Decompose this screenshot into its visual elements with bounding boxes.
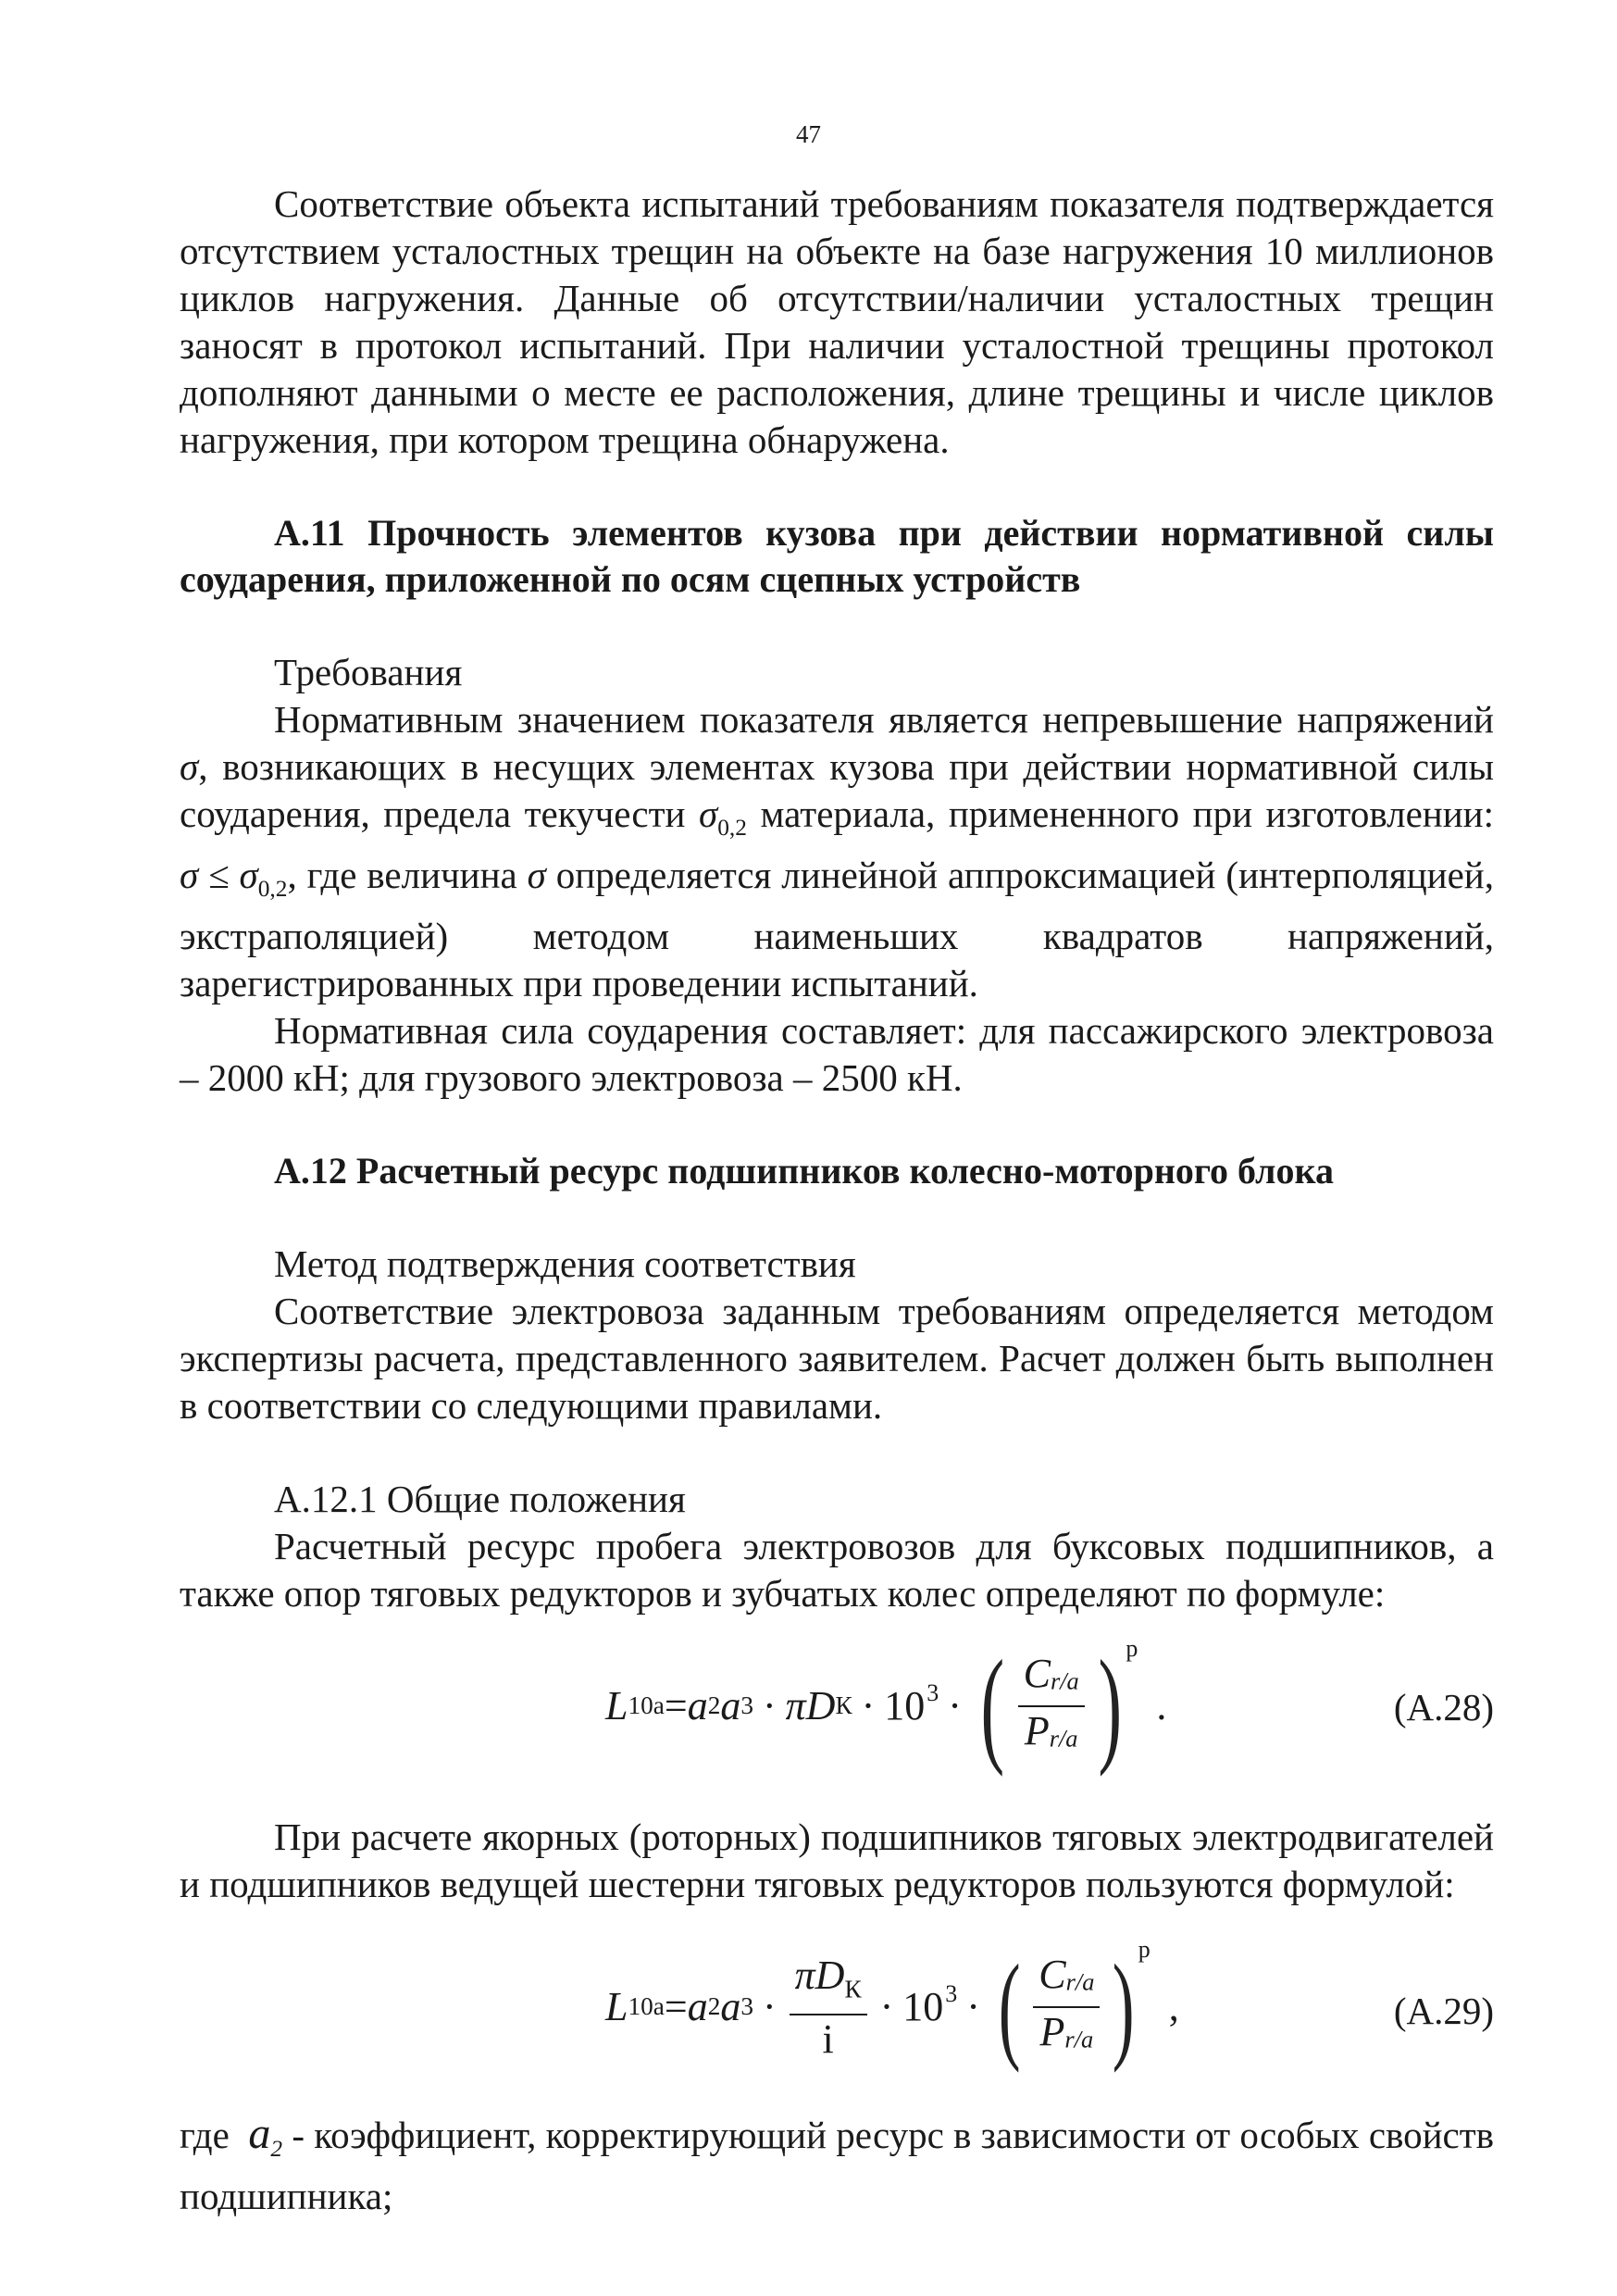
subsection-a121: А.12.1 Общие положения <box>274 1477 686 1520</box>
formula-a29 <box>180 1928 1494 2086</box>
formula-a28-fraction: $\frac{Cr/a}{Pr/a}$ <box>1018 1650 1085 1762</box>
formula-a29-fraction: $\frac{Cr/a}{Pr/a}$ <box>1033 1951 1100 2063</box>
paragraph-fatigue: Соответствие объекта испытаний требованиям показателя подтверждается отсутствием усталостных трещин на объекте на базе нагружения 10 миллионов циклов нагружения. Данные об отсутствии/наличии усталостных трещин заносят в протокол испытаний. При наличии усталостной трещины протокол дополняют данными о месте ее расположения, длине трещины и числе циклов нагружения, при котором трещина обнаружена. <box>180 182 1494 461</box>
paragraph-method: Соответствие электровоза заданным требованиям определяется методом экспертизы расчета, представленного заявителем. Расчет должен быть выполнен в соответствии со следующими правилами. <box>180 1289 1494 1427</box>
paragraph-impact-force: Нормативная сила соударения составляет: для пассажирского электровоза – 2000 кН; для грузового электровоза – 2500 кН. <box>180 1008 1494 1099</box>
method-title: Метод подтверждения соответствия <box>274 1242 856 1285</box>
paragraph-requirements: Нормативным значением показателя является непревышение напряжений σ, возникающих в несущих элементах кузова при действии нормативной силы соударения, предела текучести $\sigma_{0,2}$ материала, примененного при изготовлении: $\sigma \le \sigma_{0,2}$, где величина σ определяется линейной аппроксимацией (интерполяцией, экстраполяцией) методом наименьших квадратов напряжений, зарегистрированных при проведении испытаний. <box>180 698 1495 1004</box>
paragraph-before-a28: Расчетный ресурс пробега электровозов для буксовых подшипников, а также опор тяговых редукторов и зубчатых колес определяют по формуле: <box>180 1524 1494 1615</box>
formula-a29-expression: L 10a = a 2 a 3 · $\frac{\pi D_К}{i}$ · 10 3 · ( $\frac{Cr/a}{Pr/a}$ ) p , <box>605 1936 1179 2074</box>
formula-a28 <box>180 1623 1494 1790</box>
section-heading-a12: А.12 Расчетный ресурс подшипников колесно-моторного блока <box>274 1149 1334 1192</box>
paragraph-before-a29: При расчете якорных (роторных) подшипников тяговых электродвигателей и подшипников ведущей шестерни тяговых редукторов пользуются формулой: <box>180 1815 1494 1905</box>
document-body <box>180 181 1494 2220</box>
formula-a29-pi-fraction: $\frac{\pi D_К}{i}$ <box>790 1952 867 2063</box>
requirements-title: Требования <box>274 651 463 693</box>
section-heading-a11: А.11 Прочность элементов кузова при действии нормативной силы соударения, приложенной по осям сцепных устройств <box>180 512 1494 600</box>
equation-number-a28: (А.28) <box>1393 1685 1494 1728</box>
paragraph-where-a2: где $a_2$ - коэффициент, корректирующий ресурс в зависимости от особых свойств подшипника; <box>180 2108 1495 2217</box>
page-number: 47 <box>796 120 821 148</box>
equation-number-a29: (А.29) <box>1393 1989 1494 2032</box>
formula-a28-expression: L 10a = a 2 a 3 · πD К · 10 3 · ( $\frac{Cr/a}{Pr/a}$ ) p . <box>605 1633 1167 1778</box>
